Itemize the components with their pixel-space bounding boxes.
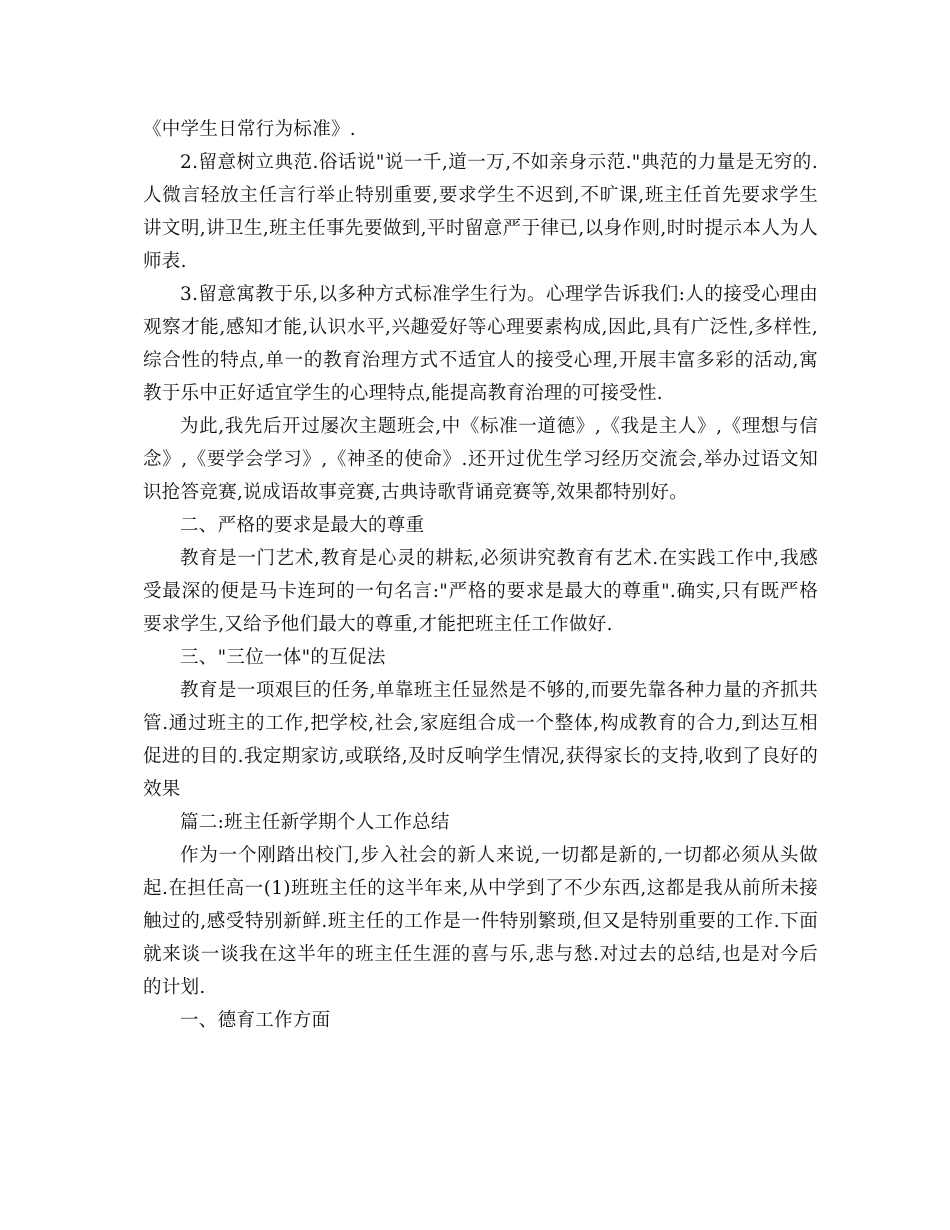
paragraph-standard-reference: 《中学生日常行为标准》. <box>143 119 356 140</box>
section-heading-strict-requirements: 二、严格的要求是最大的尊重 <box>180 515 425 536</box>
paragraph-strict-requirements: 教育是一门艺术,教育是心灵的耕耘,必须讲究教育有艺术.在实践工作中,我感受最深的便是马卡连珂的一句名言:"严格的要求是最大的尊重".确实,只有既严格要求学生,又给予他们最大的尊重,才能把班主任工作做好. <box>143 548 818 635</box>
paragraph-item-2-role-model: 2.留意树立典范.俗话说"说一千,道一万,不如亲身示范."典范的力量是无穷的.人微言轻放主任言行举止特别重要,要求学生不迟到,不旷课,班主任首先要求学生讲文明,讲卫生,班主任事先要做到,平时留意严于律已,以身作则,时时提示本人为人师表. <box>143 152 818 272</box>
paragraph-class-meetings: 为此,我先后开过屡次主题班会,中《标准一道德》,《我是主人》,《理想与信念》,《要学会学习》,《神圣的使命》.还开过优生学习经历交流会,举办过语文知识抢答竞赛,说成语故事竞赛,古典诗歌背诵竞赛等,效果都特别好。 <box>143 416 818 503</box>
section-heading-three-in-one: 三、"三位一体"的互促法 <box>180 647 386 668</box>
article-title-part-two: 篇二:班主任新学期个人工作总结 <box>180 812 450 833</box>
paragraph-three-in-one: 教育是一项艰巨的任务,单靠班主任显然是不够的,而要先靠各种力量的齐抓共管.通过班主的工作,把学校,社会,家庭组合成一个整体,构成教育的合力,到达互相促进的目的.我定期家访,或联络,及时反响学生情况,获得家长的支持,收到了良好的效果 <box>143 680 818 800</box>
document-body <box>143 113 818 1037</box>
section-heading-moral-education: 一、德育工作方面 <box>180 1010 331 1031</box>
paragraph-item-3-teaching-with-fun: 3.留意寓教于乐,以多种方式标准学生行为。心理学告诉我们:人的接受心理由观察才能,感知才能,认识水平,兴趣爱好等心理要素构成,因此,具有广泛性,多样性,综合性的特点,单一的教育治理方式不适宜人的接受心理,开展丰富多彩的活动,寓教于乐中正好适宜学生的心理特点,能提高教育治理的可接受性. <box>143 284 818 404</box>
paragraph-new-teacher-intro: 作为一个刚踏出校门,步入社会的新人来说,一切都是新的,一切都必须从头做起.在担任高一(1)班班主任的这半年来,从中学到了不少东西,这都是我从前所未接触过的,感受特别新鲜.班主任的工作是一件特别繁琐,但又是特别重要的工作.下面就来谈一谈我在这半年的班主任生涯的喜与乐,悲与愁.对过去的总结,也是对今后的计划. <box>143 845 818 998</box>
